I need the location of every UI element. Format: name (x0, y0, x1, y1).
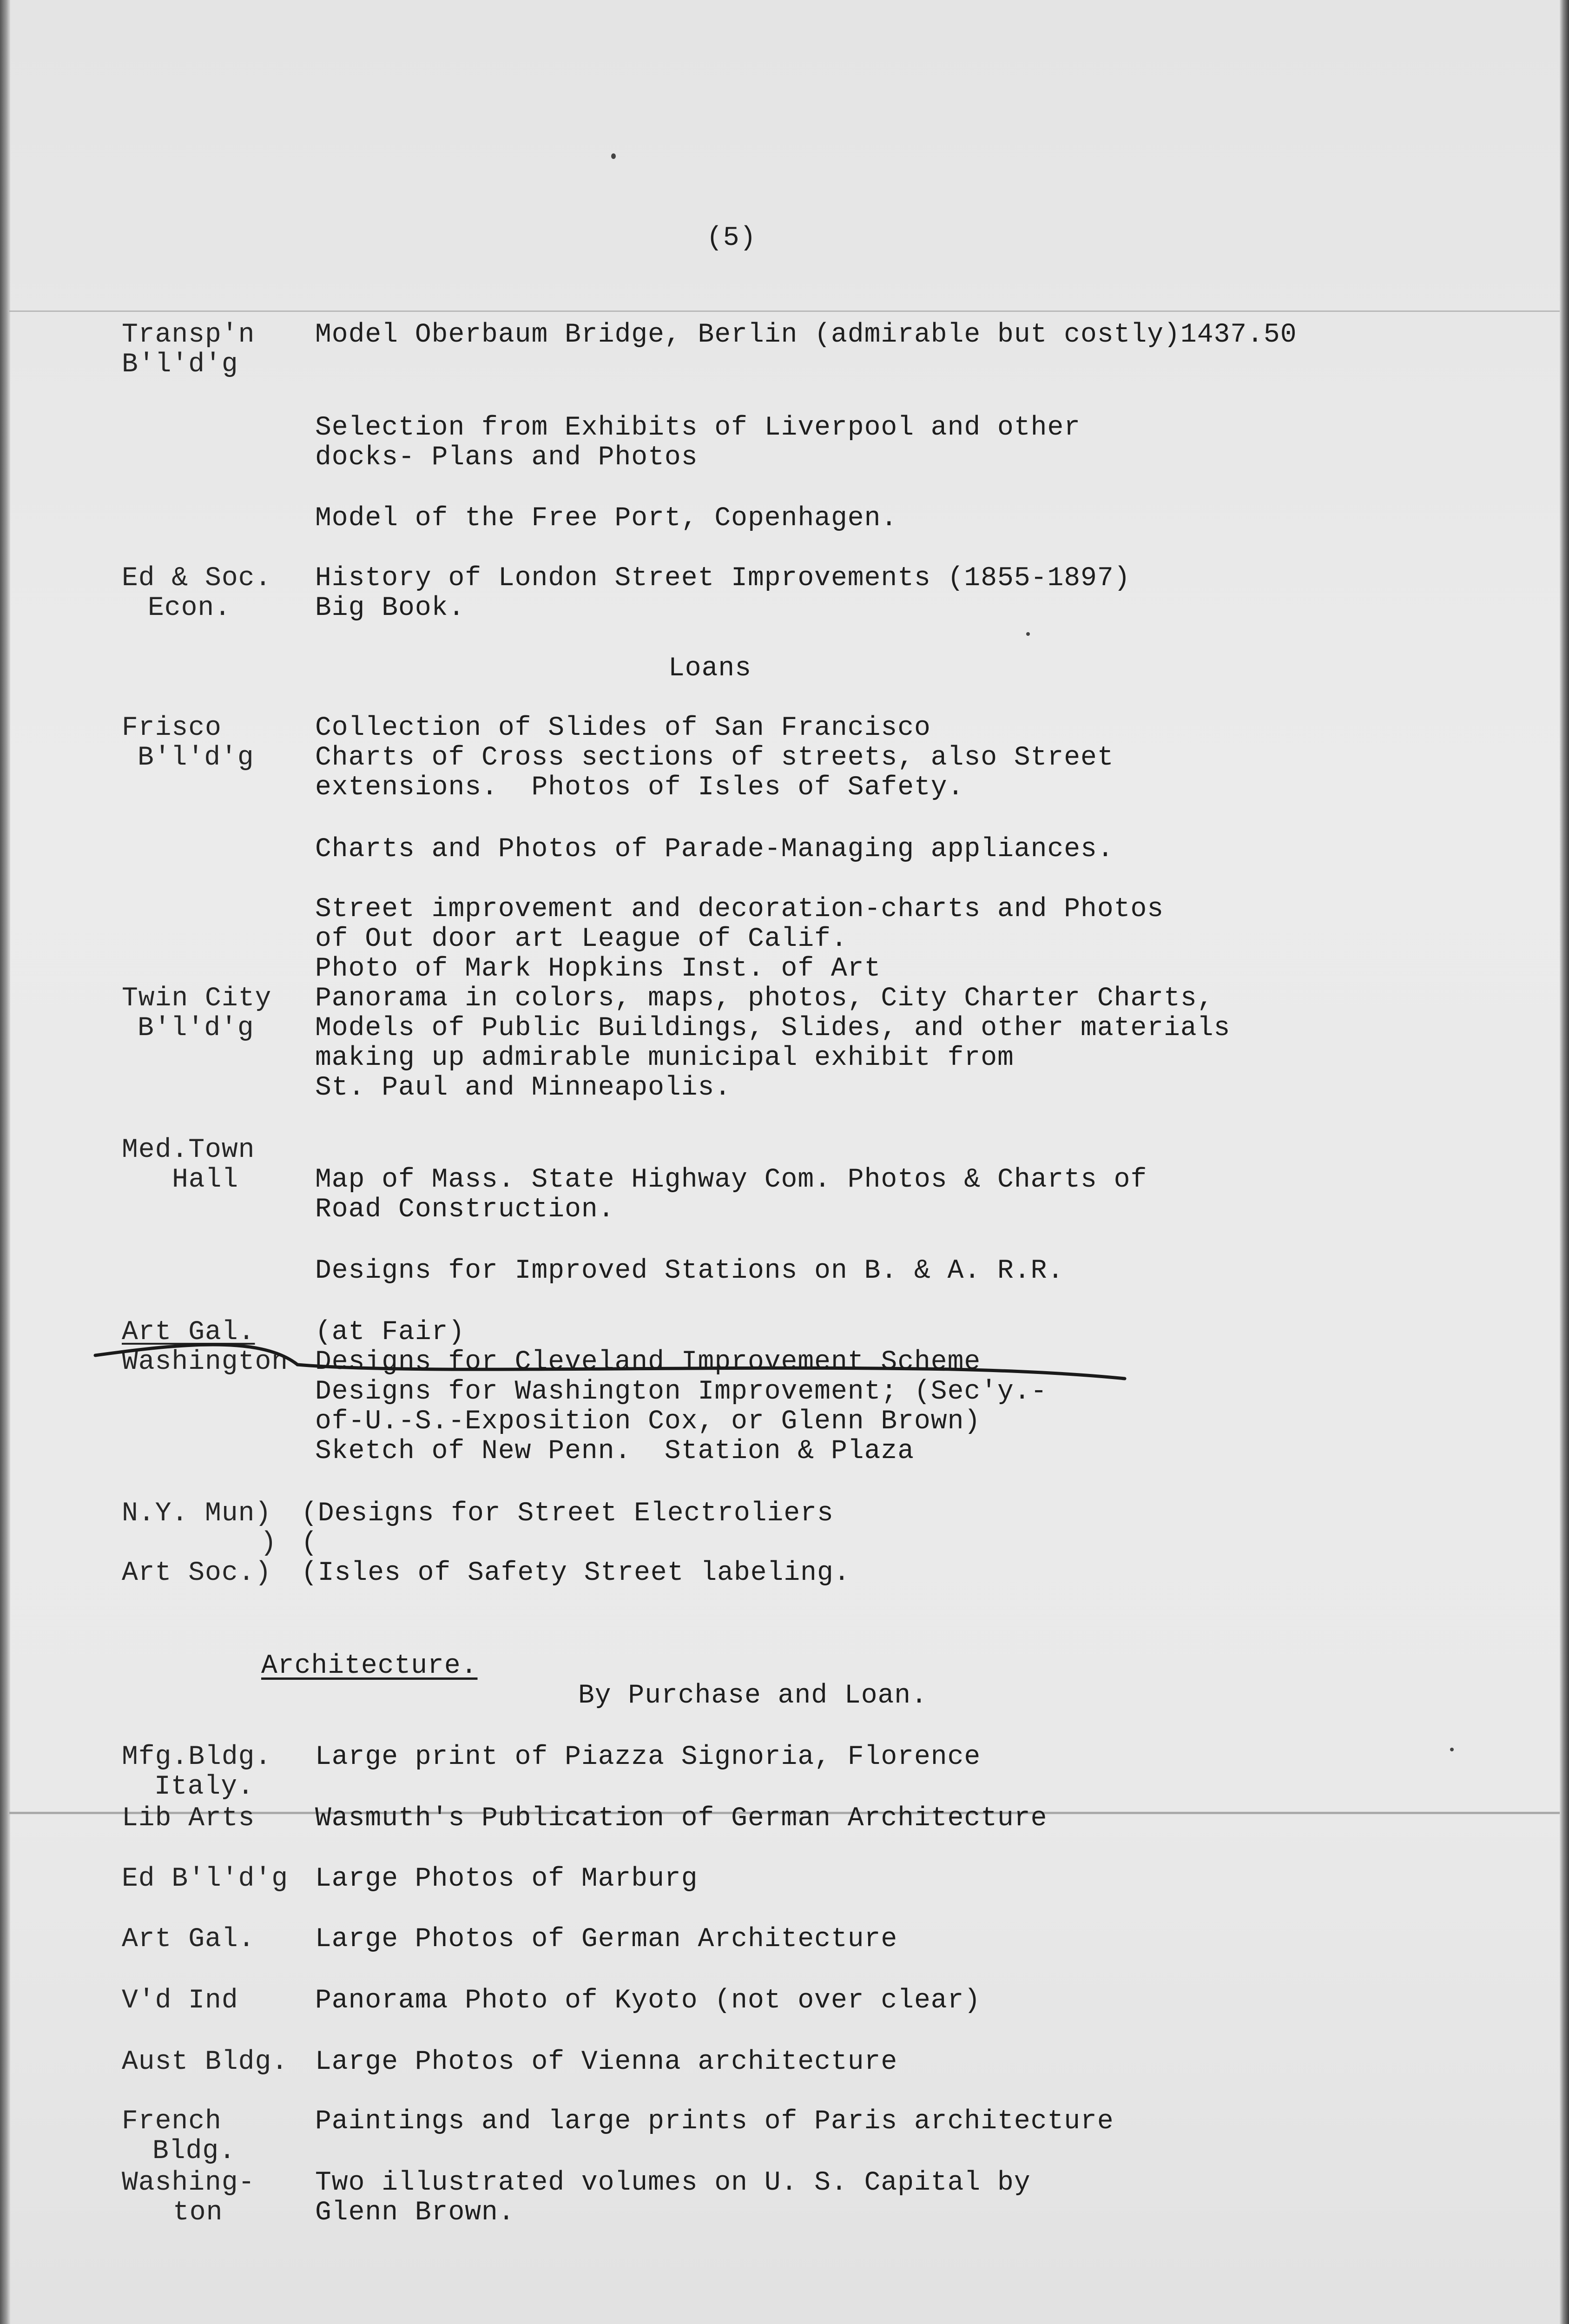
entry-label: N.Y. Mun) (122, 1499, 272, 1529)
entry-text: docks- Plans and Photos (315, 442, 698, 473)
entry-text: Wasmuth's Publication of German Architecture (315, 1803, 1048, 1834)
entry-label: Frisco (122, 713, 222, 743)
entry-label: Mfg.Bldg. (122, 1742, 272, 1772)
architecture-subheading: By Purchase and Loan. (578, 1681, 928, 1711)
entry-text: (at Fair) (315, 1317, 465, 1347)
entry-text: History of London Street Improvements (1855-1897) (315, 563, 1131, 594)
entry-label: ) (260, 1528, 277, 1558)
entry-text: Road Construction. (315, 1195, 615, 1225)
entry-text: Large Photos of Vienna architecture (315, 2047, 898, 2077)
entry-text: Collection of Slides of San Francisco (315, 713, 931, 743)
entry-text: Charts of Cross sections of streets, also Street (315, 743, 1114, 773)
ink-speck (1026, 632, 1030, 636)
entry-text: Map of Mass. State Highway Com. Photos & Charts of (315, 1165, 1147, 1195)
scan-edge-left (0, 0, 10, 2324)
entry-label: Ed & Soc. (122, 563, 272, 594)
entry-text: Selection from Exhibits of Liverpool and other (315, 413, 1081, 443)
entry-text: (Isles of Safety Street labeling. (301, 1558, 850, 1588)
entry-label: V'd Ind (122, 1986, 238, 2016)
entry-text: Sketch of New Penn. Station & Plaza (315, 1436, 915, 1466)
entry-text: Two illustrated volumes on U. S. Capital by (315, 2168, 1031, 2198)
scan-fold-line (9, 310, 1560, 312)
entry-text: Paintings and large prints of Paris architecture (315, 2106, 1114, 2137)
entry-text: Models of Public Buildings, Slides, and other materials (315, 1013, 1231, 1043)
entry-text: Model Oberbaum Bridge, Berlin (admirable but costly)1437.50 (315, 320, 1297, 350)
entry-label: Aust Bldg. (122, 2047, 289, 2077)
architecture-heading: Architecture. (261, 1651, 478, 1681)
scan-edge-right (1560, 0, 1569, 2324)
entry-text: Panorama Photo of Kyoto (not over clear) (315, 1986, 981, 2016)
entry-text: making up admirable municipal exhibit from (315, 1043, 1014, 1073)
entry-text: Big Book. (315, 593, 465, 623)
entry-text: Large print of Piazza Signoria, Florence (315, 1742, 981, 1772)
entry-label: Hall (172, 1165, 239, 1195)
entry-text: of-U.-S.-Exposition Cox, or Glenn Brown) (315, 1406, 981, 1437)
entry-text: Photo of Mark Hopkins Inst. of Art (315, 954, 881, 984)
entry-label: Art Soc.) (122, 1558, 272, 1588)
ink-speck (611, 153, 616, 159)
entry-label: Italy. (154, 1772, 254, 1802)
entry-label: B'l'd'g (122, 350, 238, 380)
entry-label: B'l'd'g (138, 1013, 254, 1043)
entry-label: French (122, 2106, 222, 2137)
entry-label: Washington (122, 1347, 289, 1377)
entry-text: Large Photos of Marburg (315, 1864, 698, 1894)
entry-text: Designs for Improved Stations on B. & A. R.R. (315, 1256, 1064, 1286)
ink-speck (1450, 1748, 1454, 1751)
entry-text: Charts and Photos of Parade-Managing appliances. (315, 834, 1114, 865)
page-number: (5) (706, 223, 757, 253)
entry-text: Designs for Washington Improvement; (Sec'y.- (315, 1377, 1048, 1407)
entry-text: Street improvement and decoration-charts and Photos (315, 894, 1164, 924)
entry-text: Designs for Cleveland Improvement Scheme (315, 1347, 981, 1377)
entry-label: Bldg. (152, 2136, 236, 2166)
entry-label: Ed B'l'd'g (122, 1864, 289, 1894)
entry-text: Panorama in colors, maps, photos, City Charter Charts, (315, 984, 1214, 1014)
entry-text: (Designs for Street Electroliers (301, 1499, 834, 1529)
entry-label: Med.Town (122, 1135, 255, 1165)
entry-label: Art Gal. (122, 1317, 255, 1347)
entry-label: B'l'd'g (138, 743, 254, 773)
entry-label: Twin City (122, 984, 272, 1014)
entry-label: Transp'n (122, 320, 255, 350)
entry-text: of Out door art League of Calif. (315, 924, 848, 954)
entry-text: extensions. Photos of Isles of Safety. (315, 772, 964, 803)
entry-text: St. Paul and Minneapolis. (315, 1073, 732, 1103)
entry-text: ( (301, 1528, 318, 1558)
loans-heading: Loans (668, 654, 752, 684)
entry-label: ton (173, 2198, 223, 2228)
entry-label: Econ. (148, 593, 231, 623)
entry-text: Model of the Free Port, Copenhagen. (315, 503, 898, 534)
entry-label: Washing- (122, 2168, 255, 2198)
entry-label: Lib Arts (122, 1803, 255, 1834)
entry-text: Glenn Brown. (315, 2198, 515, 2228)
entry-label: Art Gal. (122, 1924, 255, 1954)
entry-text: Large Photos of German Architecture (315, 1924, 898, 1954)
